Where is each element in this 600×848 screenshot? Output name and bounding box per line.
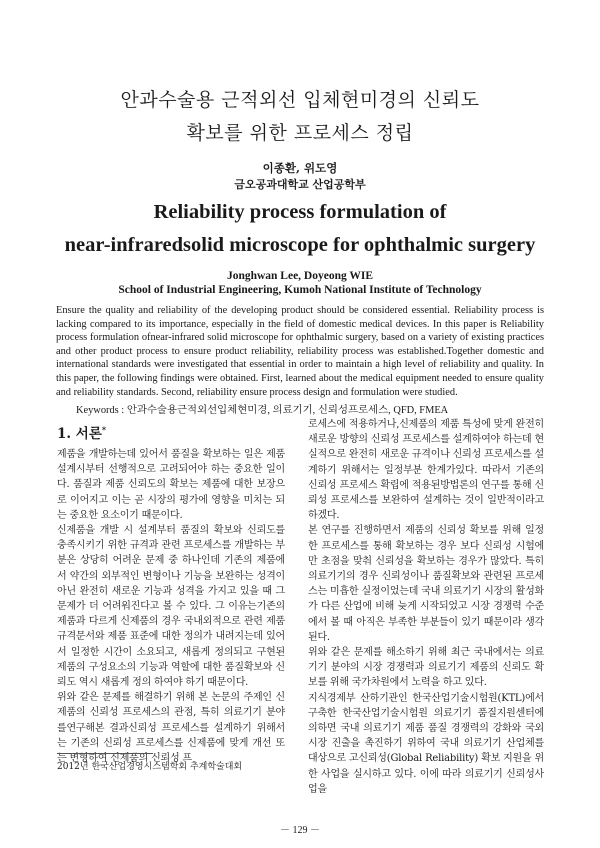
right-column [308, 417, 544, 797]
section-footnote-mark: * [101, 424, 107, 435]
left-paragraph-3: 위와 같은 문제를 해결하기 위해 본 논문의 주제인 신제품의 신뢰성 프로세스의 관점, 특히 의료기기 분야를연구해본 결과신뢰성 프로세스를 설계하기 위해서는 기존의 신뢰성 프로세스를 신제품에 맞게 개선 또는 변형하여 신제품의 신뢰성 프 [57, 692, 285, 765]
english-title-line-2: near-infraredsolid microscope for ophthalmic surgery [64, 234, 536, 256]
keywords-list: 안과수술용근적외선입체현미경, 의료기기, 신뢰성프로세스, QFD, FMEA [126, 405, 449, 416]
section-title: 1. 서론 [57, 426, 102, 442]
left-column [57, 447, 285, 766]
left-paragraph-2: 신제품을 개발 시 설계부터 품질의 확보와 신뢰도를 충족시키기 위한 규격과 관련 프로세스를 개발하는 부분은 상당히 어려운 문제 중 하나인데 기존의 제품에서 약간의 외부적인 변형이나 기능을 보완하는 성격이 아닌 완전히 새로운 기능과 성격을 가지고 있을 때 그 문제가 더 어려워진다고 볼 수 있다. 그 이유는기존의 제품과 다르게 신제품의 경우 국내외적으로 관련 제품규격문서와 제품 표준에 대한 정의가 내려지는데 있어서 일정한 시간이 소요되고, 새롭게 정의되고 구현된 제품의 구성요소의 기능과 역할에 대한 품질확보와 신뢰도 역시 새롭게 정의 하여야 하기 때문이다. [57, 525, 285, 689]
abstract: Ensure the quality and reliability of the developing product should be considered essential. Reliability process is lacking compared to its importance, especially in the field of domestic medical devices. In this paper is Reliability process formulation ofnear-infrared solid microscope for ophthalmic surgery, based on a variety of existing practices and other product process to ensure product reliability, reliability process was established.Together domestic and international standards were investigated that essential in order to maintain a high level of reliability and quality. In this paper, the following findings were obtained. First, learned about the medical equipment needed to ensure quality and reliability standards. Second, reliability ensure process design and formulation were studied. [56, 305, 544, 398]
right-paragraph-3: 위와 같은 문제를 해소하기 위해 최근 국내에서는 의료기기 분야의 시장 경쟁력과 의료기기 제품의 신뢰도 확보를 위해 국가차원에서 노력을 하고 있다. [308, 647, 544, 689]
page-number: － 129 － [280, 825, 320, 836]
right-paragraph-1: 로세스에 적용하거나,신제품의 제품 특성에 맞게 완전히 새로운 방향의 신뢰성 프로세스를 설계하여야 하는데 현실적으로 완전히 새로운 규격이나 신뢰성 프로세스를 설계하기 위해서는 일정부분 한계가있다. 따라서 기존의 신뢰성 프로세스 확립에 적용된방법론의 연구를 통해 신뢰성 프로세스를 보완하여 설계하는 것이 일반적이라고 하겠다. [308, 419, 544, 522]
korean-title-line-1: 안과수술용 근적외선 입체현미경의 신뢰도 [120, 89, 480, 111]
korean-authors: 이종환, 위도영 [262, 161, 338, 175]
english-authors: Jonghwan Lee, Doyeong WIE [226, 270, 374, 282]
english-title-line-1: Reliability process formulation of [153, 201, 447, 223]
keywords-line [76, 401, 546, 416]
left-paragraph-1: 제품을 개발하는데 있어서 품질을 확보하는 일은 제품설계시부터 선행적으로 고려되어야 하는 중요한 일이다. 품질과 제품 신뢰도의 확보는 제품에 대한 보장으로 이어지고 이는 곧 시장의 평가에 영향을 미치는 되는 중요한 요소이기 때문이다. [57, 449, 285, 521]
right-paragraph-4: 지식경제부 산하기관인 한국산업기술시험원(KTL)에서 구축한 한국산업기술시험원 의료기기 품질지원센터에 의하면 국내 의료기기 제품 품질 경쟁력의 강화와 국외시장 진출을 촉진하기 위하여 국내 의료기기 산업체를 대상으로 고신뢰성(Global Reliability) 확보 지원을 위한 사업을 실시하고 있다. 이에 따라 의료기기 신뢰성사업을 [308, 692, 544, 795]
right-paragraph-2: 본 연구를 진행하면서 제품의 신뢰성 확보를 위해 일정한 프로세스를 통해 확보하는 경우 보다 신뢰성 시험에만 초점을 맞춰 신뢰성을 확보하는 경우가 많았다. 특히 의료기기의 경우 신뢰성이나 품질확보와 관련된 프로세스는 미흡한 실정이었는데 국내 의료기기 시장의 활성화가 다른 산업에 비해 늦게 시작되었고 시장 경쟁력 수준에서 볼 때 아직은 부족한 부분들이 있기 때문이라 생각된다. [308, 525, 544, 643]
footnote: 2012년 한국산업경영시스템학회 추계학술대회 [57, 762, 243, 772]
english-affiliation: School of Industrial Engineering, Kumoh National Institute of Technology [118, 284, 482, 296]
korean-title-line-2: 확보를 위한 프로세스 정립 [186, 122, 414, 144]
keywords-label: Keywords : [76, 405, 125, 416]
footnote-divider [57, 753, 153, 754]
korean-affiliation: 금오공과대학교 산업공학부 [234, 178, 366, 191]
section-heading [57, 422, 106, 442]
